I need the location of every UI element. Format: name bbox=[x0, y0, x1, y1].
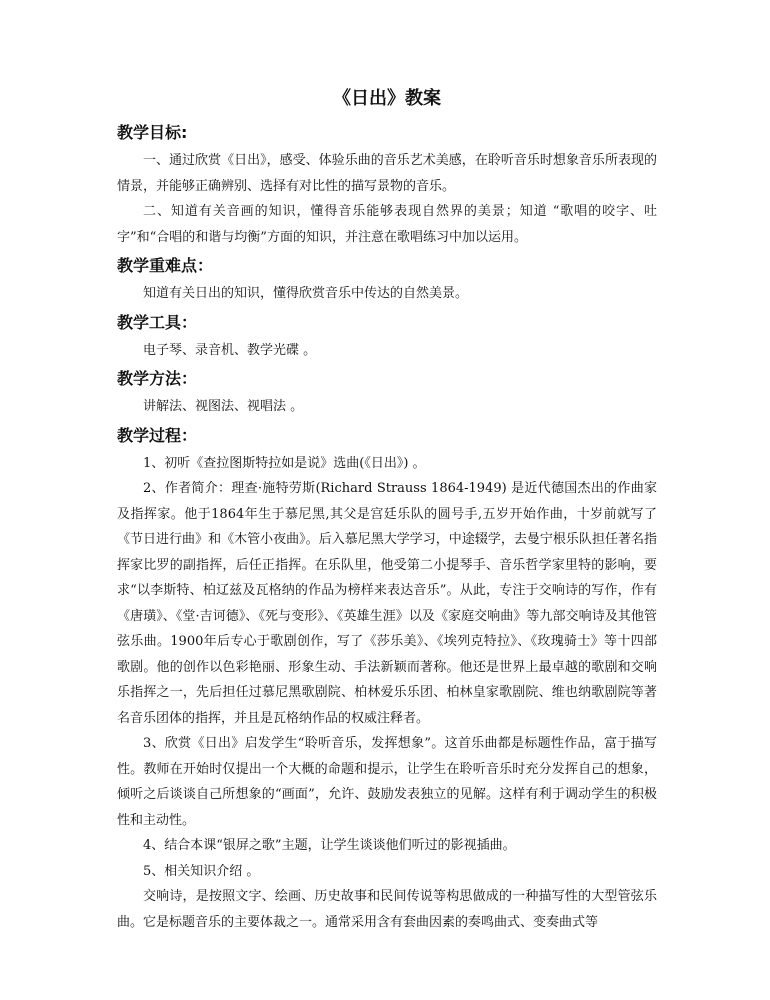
goals-paragraph-2: 二、知道有关音画的知识，懂得音乐能够表现自然界的美景；知道 “歌唱的咬字、吐字”和“合唱的和谐与均衡”方面的知识，并注意在歌唱练习中加以运用。 bbox=[117, 204, 657, 245]
page-title: 《日出》教案 bbox=[333, 88, 441, 109]
tools-paragraph: 电子琴、录音机、教学光碟 。 bbox=[143, 342, 317, 358]
process-step-1: 1、初听《查拉图斯特拉如是说》选曲(《日出》) 。 bbox=[143, 455, 426, 471]
process-step-3: 3、欣赏《日出》启发学生“聆听音乐，发挥想象”。这首乐曲都是标题性作品，富于描写性。教师在开始时仅提出一个大概的命题和提示，让学生在聆听音乐时充分发挥自己的想象，倾听之后谈谈自己所想象的“画面”，允许、鼓励发表独立的见解。这样有利于调动学生的积极性和主动性。 bbox=[117, 736, 657, 828]
heading-methods: 教学方法： bbox=[117, 369, 198, 388]
process-step-2: 2、作者简介：理查·施特劳斯(Richard Strauss 1864-1949) 是近代德国杰出的作曲家及指挥家。他于1864年生于慕尼黑,其父是宫廷乐队的圆号手,五岁开始作曲，十岁前就写了《节日进行曲》和《木管小夜曲》。后入慕尼黑大学学习，中途辍学，去曼宁根乐队担任著名指挥家比罗的副指挥，后任正指挥。在乐队里，他受第二小提琴手、音乐哲学家里特的影响，要求“以李斯特、柏辽兹及瓦格纳的作品为榜样来表达音乐”。从此，专注于交响诗的写作，作有《唐璜》、《堂·吉诃德》、《死与变形》、《英雄生涯》以及《家庭交响曲》等九部交响诗及其他管弦乐曲。1900年后专心于歌剧创作，写了《莎乐美》、《埃列克特拉》、《玫瑰骑士》等十四部歌剧。他的创作以色彩艳丽、形象生动、手法新颖而著称。他还是世界上最卓越的歌剧和交响乐指挥之一，先后担任过慕尼黑歌剧院、柏林爱乐乐团、柏林皇家歌剧院、维也纳歌剧院等著名音乐团体的指挥，并且是瓦格纳作品的权威注释者。 bbox=[117, 481, 657, 726]
process-step-5: 5、相关知识介绍 。 bbox=[143, 863, 260, 879]
heading-keypoints: 教学重难点： bbox=[117, 256, 214, 275]
heading-tools: 教学工具： bbox=[117, 312, 198, 332]
process-paragraph-symphonic-poem: 交响诗，是按照文字、绘画、历史故事和民间传说等构思做成的一种描写性的大型管弦乐曲。它是标题音乐的主要体裁之一。通常采用含有套曲因素的奏鸣曲式、变奏曲式等 bbox=[117, 889, 657, 930]
keypoints-paragraph: 知道有关日出的知识，懂得欣赏音乐中传达的自然美景。 bbox=[143, 286, 469, 301]
process-step-4: 4、结合本课“银屏之歌”主题，让学生谈谈他们听过的影视插曲。 bbox=[143, 838, 516, 853]
heading-process: 教学过程： bbox=[117, 425, 198, 445]
heading-goals: 教学目标: bbox=[117, 123, 188, 142]
methods-paragraph: 讲解法、视图法、视唱法 。 bbox=[143, 399, 304, 414]
document-page bbox=[117, 86, 657, 935]
goals-paragraph-1: 一、通过欣赏《日出》，感受、体验乐曲的音乐艺术美感，在聆听音乐时想象音乐所表现的情景，并能够正确辨别、选择有对比性的描写景物的音乐。 bbox=[117, 153, 657, 194]
